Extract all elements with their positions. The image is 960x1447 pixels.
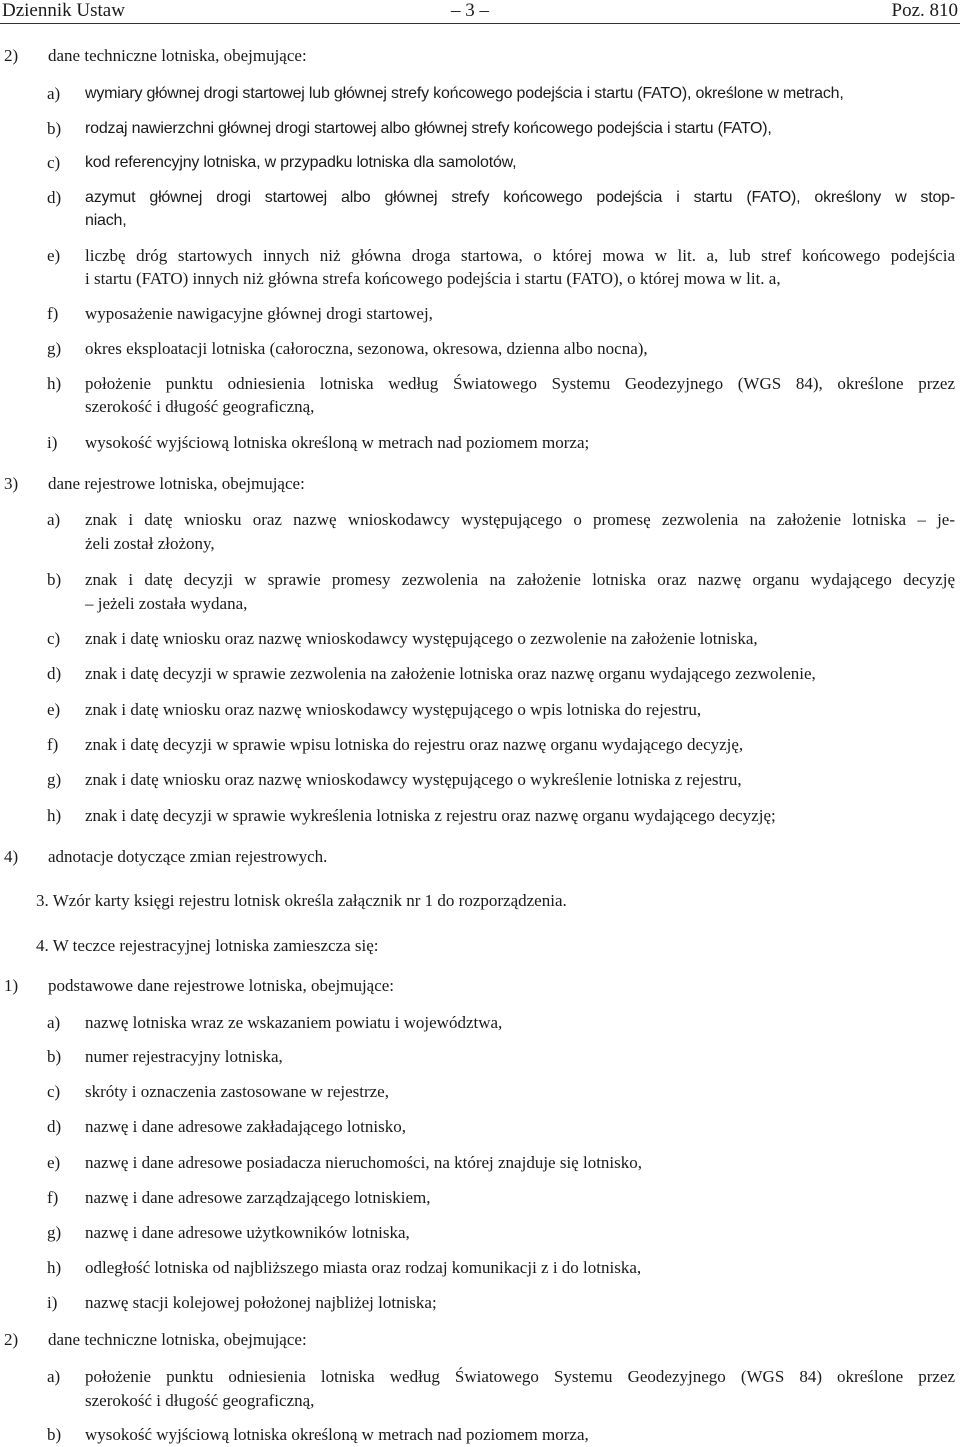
item-heading: dane rejestrowe lotniska, obejmujące: (48, 474, 305, 493)
list-letter: i) (47, 1293, 58, 1312)
list-item: wyposażenie nawigacyjne głównej drogi startowej, (85, 304, 433, 323)
list-item: nazwę i dane adresowe użytkowników lotniska, (85, 1223, 410, 1242)
list-item: znak i datę wniosku oraz nazwę wnioskodawcy występującego o wpis lotniska do rejestru, (85, 700, 702, 719)
list-letter: g) (47, 770, 62, 789)
list-item: azymut głównej drogi startowej albo głównej strefy końcowego podejścia i startu (FATO), określony w stop- (85, 189, 955, 206)
list-letter: b) (47, 119, 62, 138)
list-letter: e) (47, 700, 61, 719)
list-letter: f) (47, 735, 59, 754)
item-number: 2) (4, 1330, 19, 1349)
list-item: znak i datę decyzji w sprawie wykreślenia lotniska z rejestru oraz nazwę organu wydającego decyzję; (85, 806, 776, 825)
list-item: położenie punktu odniesienia lotniska według Światowego Systemu Geodezyjnego (WGS 84), określone przez (85, 374, 955, 393)
list-item: znak i datę wniosku oraz nazwę wnioskodawcy występującego o zezwolenie na założenie lotniska, (85, 629, 758, 648)
list-item-continuation: szerokość i długość geograficzną, (85, 397, 315, 416)
list-item: wymiary głównej drogi startowej lub głównej strefy końcowego podejścia i startu (FATO), określone w metrach, (85, 85, 844, 102)
list-item: wysokość wyjściową lotniska określoną w metrach nad poziomem morza, (85, 1425, 589, 1444)
item-heading: dane techniczne lotniska, obejmujące: (48, 46, 307, 65)
item-number: 2) (4, 46, 19, 65)
list-item: skróty i oznaczenia zastosowane w rejestrze, (85, 1082, 389, 1101)
list-item: znak i datę decyzji w sprawie zezwolenia na założenie lotniska oraz nazwę organu wydającego zezwolenie, (85, 664, 816, 683)
list-letter: g) (47, 339, 62, 358)
list-letter: f) (47, 1188, 59, 1207)
list-item-continuation: – jeżeli została wydana, (85, 594, 248, 613)
list-item: okres eksploatacji lotniska (całoroczna, sezonowa, okresowa, dzienna albo nocna), (85, 339, 648, 358)
list-item: nazwę lotniska wraz ze wskazaniem powiatu i województwa, (85, 1013, 503, 1032)
list-item: odległość lotniska od najbliższego miasta oraz rodzaj komunikacji z i do lotniska, (85, 1258, 642, 1277)
list-item: liczbę dróg startowych innych niż główna droga startowa, o której mowa w lit. a, lub stref końcowego podejścia (85, 246, 955, 265)
list-letter: d) (47, 664, 62, 683)
list-item: znak i datę wniosku oraz nazwę wnioskodawcy występującego o promesę zezwolenia na założenie lotniska – je- (85, 510, 955, 529)
list-letter: c) (47, 629, 61, 648)
list-letter: b) (47, 1425, 62, 1444)
list-letter: a) (47, 510, 61, 529)
list-item-continuation: szerokość i długość geograficzną, (85, 1391, 315, 1410)
list-letter: a) (47, 1013, 61, 1032)
list-letter: h) (47, 374, 62, 393)
list-item-continuation: niach, (85, 212, 127, 229)
list-letter: e) (47, 246, 61, 265)
list-letter: e) (47, 1153, 61, 1172)
list-letter: c) (47, 153, 61, 172)
list-letter: b) (47, 570, 62, 589)
page-header (0, 0, 960, 23)
list-item: nazwę i dane adresowe zarządzającego lotniskiem, (85, 1188, 431, 1207)
list-item: znak i datę decyzji w sprawie promesy zezwolenia na założenie lotniska oraz nazwę organu wydającego decyzję (85, 570, 955, 589)
list-letter: a) (47, 1367, 61, 1386)
list-item: znak i datę wniosku oraz nazwę wnioskodawcy występującego o wykreślenie lotniska z rejestru, (85, 770, 742, 789)
paragraph-4: 4. W teczce rejestracyjnej lotniska zamieszcza się: (36, 936, 379, 955)
item-number: 3) (4, 474, 19, 493)
list-letter: h) (47, 1258, 62, 1277)
list-item: kod referencyjny lotniska, w przypadku lotniska dla samolotów, (85, 154, 517, 171)
position-number: Poz. 810 (891, 0, 958, 21)
item-number: 1) (4, 976, 19, 995)
item-heading: adnotacje dotyczące zmian rejestrowych. (48, 847, 328, 866)
list-item: nazwę i dane adresowe zakładającego lotnisko, (85, 1117, 406, 1136)
header-divider (0, 23, 960, 24)
list-item-continuation: i startu (FATO) innych niż główna strefa końcowego podejścia i startu (FATO), o której mowa w lit. a, (85, 269, 781, 288)
page-number: – 3 – (451, 0, 489, 21)
paragraph-3: 3. Wzór karty księgi rejestru lotnisk określa załącznik nr 1 do rozporządzenia. (36, 891, 567, 910)
list-letter: g) (47, 1223, 62, 1242)
list-item: nazwę stacji kolejowej położonej najbliżej lotniska; (85, 1293, 437, 1312)
list-letter: b) (47, 1047, 62, 1066)
list-item: znak i datę decyzji w sprawie wpisu lotniska do rejestru oraz nazwę organu wydającego decyzję, (85, 735, 744, 754)
list-item: nazwę i dane adresowe posiadacza nieruchomości, na której znajduje się lotnisko, (85, 1153, 643, 1172)
list-letter: a) (47, 84, 61, 103)
list-letter: c) (47, 1082, 61, 1101)
journal-name: Dziennik Ustaw (2, 0, 125, 21)
list-item: numer rejestracyjny lotniska, (85, 1047, 283, 1066)
list-letter: d) (47, 1117, 62, 1136)
item-heading: dane techniczne lotniska, obejmujące: (48, 1330, 307, 1349)
list-item: położenie punktu odniesienia lotniska według Światowego Systemu Geodezyjnego (WGS 84) określone przez (85, 1367, 955, 1386)
list-letter: i) (47, 433, 58, 452)
list-item: rodzaj nawierzchni głównej drogi startowej albo głównej strefy końcowego podejścia i startu (FATO), (85, 120, 772, 137)
list-letter: d) (47, 188, 62, 207)
list-item: wysokość wyjściową lotniska określoną w metrach nad poziomem morza; (85, 433, 590, 452)
list-item-continuation: żeli został złożony, (85, 534, 215, 553)
list-letter: h) (47, 806, 62, 825)
item-heading: podstawowe dane rejestrowe lotniska, obejmujące: (48, 976, 395, 995)
list-letter: f) (47, 304, 59, 323)
item-number: 4) (4, 847, 19, 866)
